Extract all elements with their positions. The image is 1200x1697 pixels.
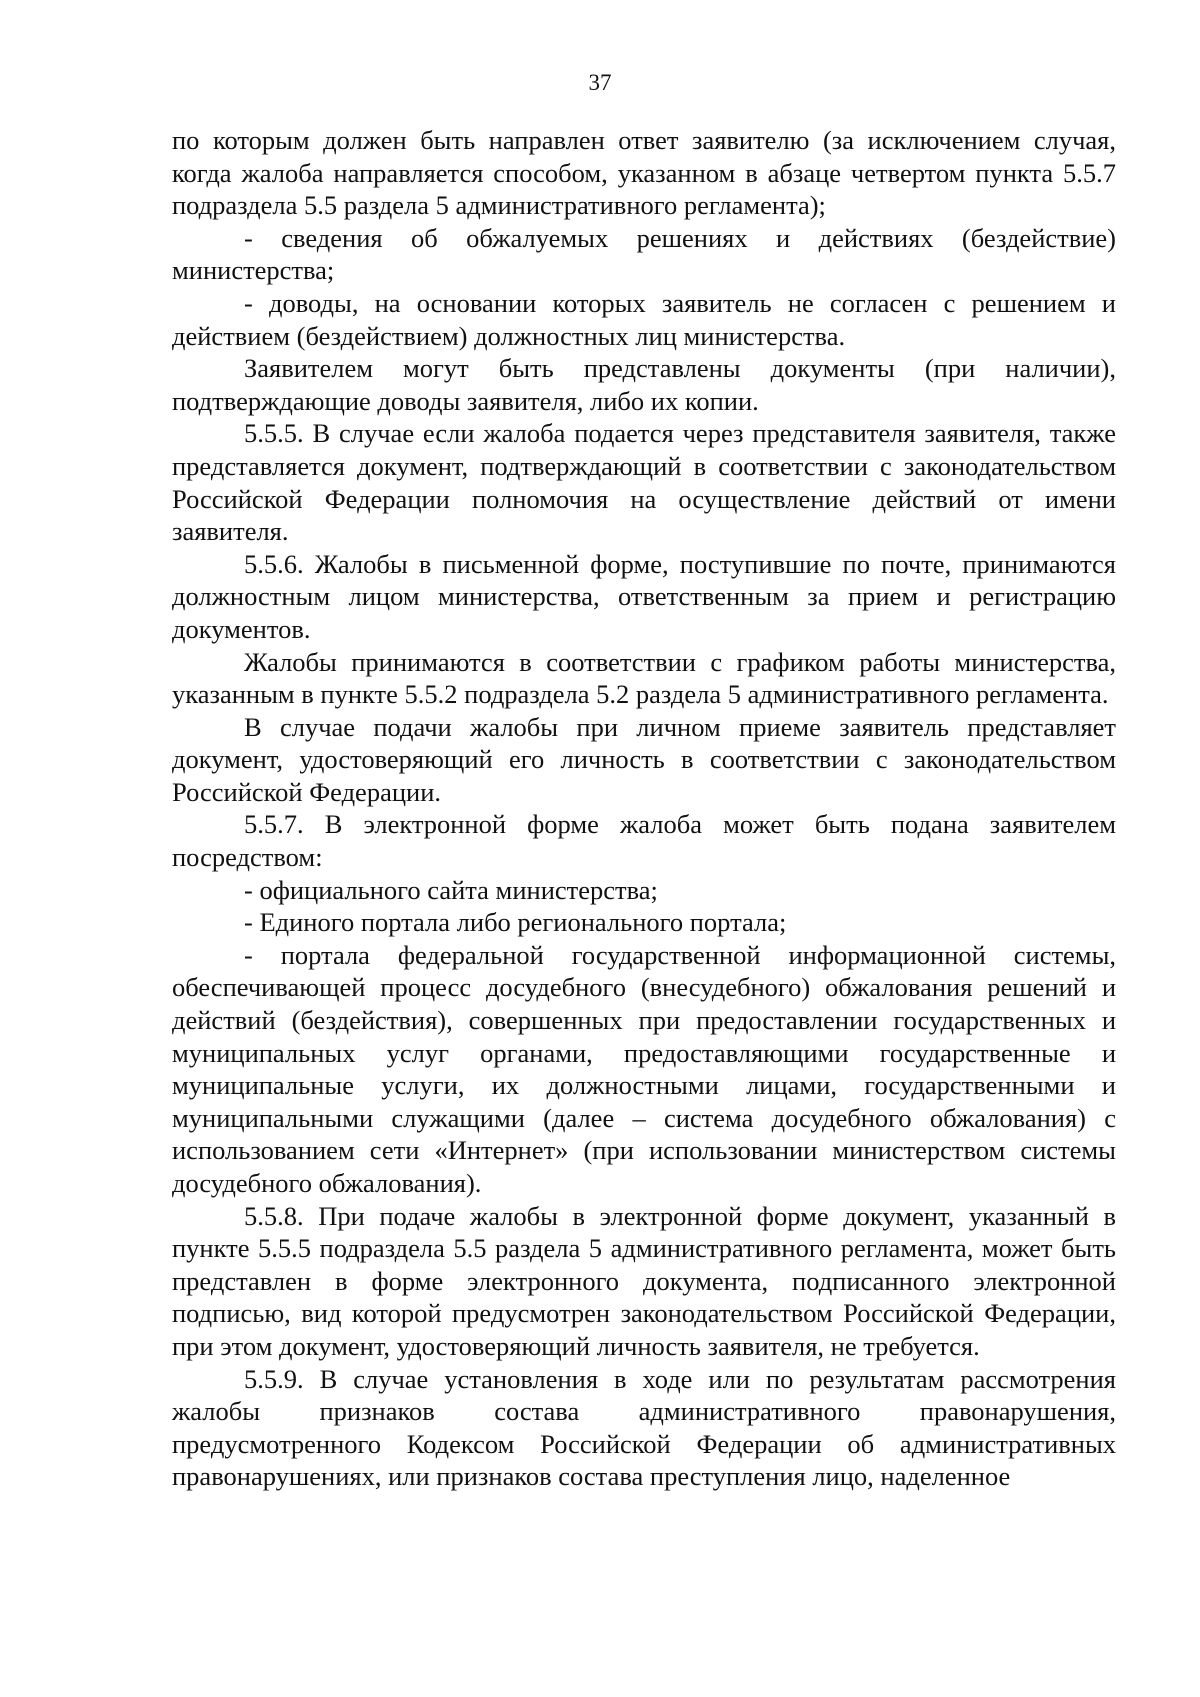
paragraph: 5.5.5. В случае если жалоба подается через представителя заявителя, также представляется документ, подтверждающий в соответствии с законодательством Российской Федерации полномочия на осуществление действий от имени заявителя.	[172, 418, 1116, 547]
paragraph: 5.5.8. При подаче жалобы в электронной форме документ, указанный в пункте 5.5.5 подраздела 5.5 раздела 5 административного регламента, может быть представлен в форме электронного документа, подписанного электронной подписью, вид которой предусмотрен законодательством Российской Федерации, при этом документ, удостоверяющий личность заявителя, не требуется.	[172, 1200, 1116, 1361]
paragraph: - доводы, на основании которых заявитель не согласен с решением и действием (бездействием) должностных лиц министерства.	[172, 287, 1116, 351]
document-body	[172, 124, 1116, 1493]
paragraph: 5.5.6. Жалобы в письменной форме, поступившие по почте, принимаются должностным лицом министерства, ответственным за прием и регистрацию документов.	[172, 548, 1116, 644]
paragraph: Жалобы принимаются в соответствии с графиком работы министерства, указанным в пункте 5.5.2 подраздела 5.2 раздела 5 административного регламента.	[172, 646, 1116, 710]
paragraph: В случае подачи жалобы при личном приеме заявитель представляет документ, удостоверяющий его личность в соответствии с законодательством Российской Федерации.	[172, 711, 1116, 807]
paragraph: 5.5.7. В электронной форме жалоба может быть подана заявителем посредством:	[172, 809, 1116, 873]
page-number: 37	[588, 70, 612, 95]
paragraph: - Единого портала либо регионального портала;	[244, 907, 787, 938]
paragraph: Заявителем могут быть представлены документы (при наличии), подтверждающие доводы заявителя, либо их копии.	[172, 353, 1116, 416]
paragraph: - портала федеральной государственной информационной системы, обеспечивающей процесс досудебного (внесудебного) обжалования решений и действий (бездействия), совершенных при предоставлении государственных и муниципальных услуг органами, предоставляющими государственные и муниципальные услуги, их должностными лицами, государственными и муниципальными служащими (далее – система досудебного обжалования) с использованием сети «Интернет» (при использовании министерством системы досудебного обжалования).	[172, 939, 1116, 1198]
paragraph: - сведения об обжалуемых решениях и действиях (бездействие) министерства;	[172, 222, 1116, 286]
paragraph: 5.5.9. В случае установления в ходе или по результатам рассмотрения жалобы признаков состава административного правонарушения, предусмотренного Кодексом Российской Федерации об административных правонарушениях, или признаков состава преступления лицо, наделенное	[172, 1363, 1116, 1492]
paragraph: - официального сайта министерства;	[244, 874, 658, 905]
paragraph: по которым должен быть направлен ответ заявителю (за исключением случая, когда жалоба направляется способом, указанном в абзаце четвертом пункта 5.5.7 подраздела 5.5 раздела 5 административного регламента);	[172, 125, 1116, 221]
